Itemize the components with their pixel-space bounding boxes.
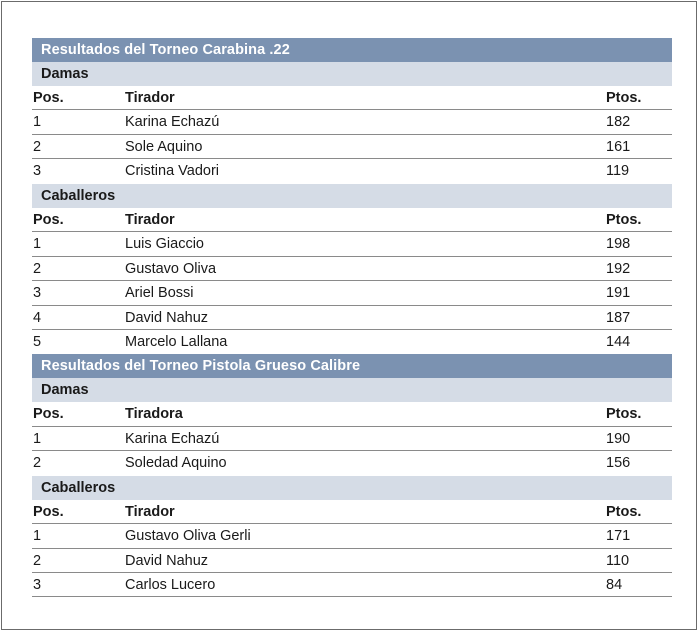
column-header-pos: Pos. [33, 90, 64, 106]
points-cell: 182 [606, 114, 631, 131]
tournament-title-carabina: Resultados del Torneo Carabina .22 [32, 38, 672, 62]
position-cell: 5 [33, 333, 42, 350]
position-cell: 2 [33, 455, 42, 472]
table-row [32, 451, 672, 475]
shooter-cell: David Nahuz [125, 552, 209, 569]
shooter-cell: Cristina Vadori [125, 163, 220, 180]
category-damas: Damas [32, 378, 672, 402]
table-header-row [32, 86, 672, 110]
shooter-cell: Karina Echazú [125, 114, 220, 131]
shooter-cell: Marcelo Lallana [125, 333, 228, 350]
points-cell: 171 [606, 528, 631, 545]
table-row [32, 135, 672, 159]
position-cell: 3 [33, 285, 42, 302]
table-row [32, 524, 672, 548]
table-row [32, 159, 672, 183]
shooter-cell: Ariel Bossi [125, 285, 194, 302]
table-row [32, 110, 672, 134]
position-cell: 1 [33, 236, 42, 253]
column-header-pts: Ptos. [606, 503, 642, 520]
table-header-row [32, 500, 672, 524]
shooter-cell: Karina Echazú [125, 430, 220, 447]
table-row [32, 427, 672, 451]
category-caballeros: Caballeros [32, 184, 672, 208]
shooter-cell: Gustavo Oliva [125, 260, 217, 277]
table-header-row [32, 402, 672, 426]
points-cell: 110 [606, 552, 630, 569]
table-row [32, 257, 672, 281]
table-row [32, 573, 672, 597]
results-table [32, 38, 672, 597]
shooter-cell: Carlos Lucero [125, 577, 216, 593]
points-cell: 84 [606, 577, 623, 593]
points-cell: 156 [606, 455, 631, 472]
column-header-pts: Ptos. [606, 90, 642, 106]
points-cell: 191 [606, 285, 631, 302]
shooter-cell: Luis Giaccio [125, 236, 204, 253]
table-row [32, 306, 672, 330]
position-cell: 2 [33, 552, 42, 569]
position-cell: 3 [33, 163, 42, 180]
column-header-shooter: Tirador [125, 90, 175, 106]
position-cell: 1 [33, 528, 42, 545]
table-row [32, 232, 672, 256]
document-frame [1, 1, 697, 630]
points-cell: 192 [606, 260, 631, 277]
table-row [32, 330, 672, 354]
points-cell: 119 [606, 163, 630, 180]
points-cell: 161 [606, 138, 631, 155]
category-caballeros: Caballeros [32, 476, 672, 500]
column-header-pos: Pos. [33, 503, 64, 520]
shooter-cell: Sole Aquino [125, 138, 203, 155]
column-header-pts: Ptos. [606, 211, 642, 228]
position-cell: 3 [33, 577, 42, 593]
column-header-pos: Pos. [33, 406, 64, 423]
points-cell: 190 [606, 430, 631, 447]
shooter-cell: David Nahuz [125, 309, 209, 326]
table-header-row [32, 208, 672, 232]
points-cell: 198 [606, 236, 631, 253]
table-row [32, 549, 672, 573]
column-header-shooter: Tiradora [125, 406, 183, 423]
points-cell: 187 [606, 309, 631, 326]
position-cell: 4 [33, 309, 42, 326]
position-cell: 2 [33, 138, 42, 155]
shooter-cell: Gustavo Oliva Gerli [125, 528, 251, 545]
category-damas: Damas [32, 62, 672, 86]
column-header-pos: Pos. [33, 211, 64, 228]
position-cell: 2 [33, 260, 42, 277]
position-cell: 1 [33, 430, 42, 447]
column-header-shooter: Tirador [125, 211, 175, 228]
position-cell: 1 [33, 114, 42, 131]
points-cell: 144 [606, 333, 631, 350]
column-header-shooter: Tirador [125, 503, 175, 520]
shooter-cell: Soledad Aquino [125, 455, 227, 472]
table-row [32, 281, 672, 305]
column-header-pts: Ptos. [606, 406, 642, 423]
tournament-title-pistola: Resultados del Torneo Pistola Grueso Calibre [32, 354, 672, 378]
